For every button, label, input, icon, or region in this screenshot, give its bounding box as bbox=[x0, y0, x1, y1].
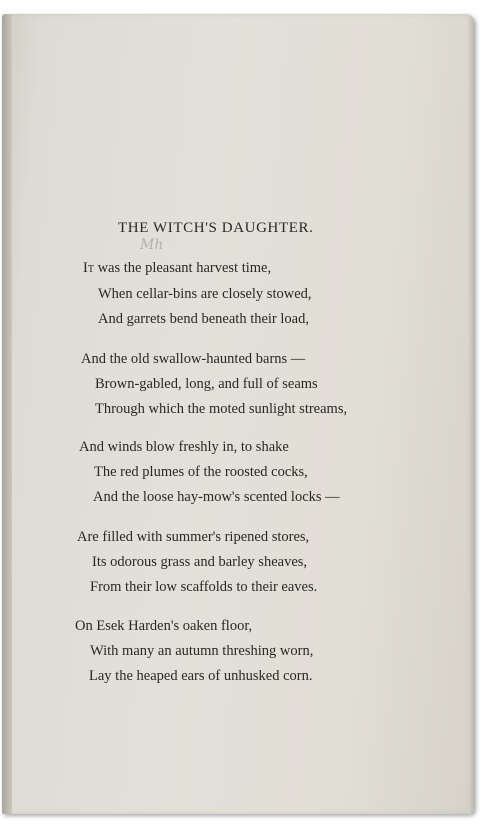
first-word-small-caps: It bbox=[83, 260, 94, 276]
poem-line: With many an autumn threshing worn, bbox=[90, 643, 314, 659]
poem-line: The red plumes of the roosted cocks, bbox=[94, 464, 308, 480]
poem-line: And the old swallow-haunted barns — bbox=[81, 351, 306, 367]
book-page bbox=[2, 14, 474, 814]
poem-line bbox=[83, 260, 271, 277]
poem-line: Its odorous grass and barley sheaves, bbox=[92, 554, 308, 570]
page-fore-edge bbox=[468, 14, 474, 814]
poem-line: Lay the heaped ears of unhusked corn. bbox=[89, 668, 313, 684]
poem-line: And winds blow freshly in, to shake bbox=[79, 439, 289, 455]
poem-title: THE WITCH'S DAUGHTER. bbox=[118, 220, 314, 236]
poem-line: From their low scaffolds to their eaves. bbox=[90, 579, 318, 595]
poem-line: Are filled with summer's ripened stores, bbox=[77, 529, 310, 545]
poem-line: And garrets bend beneath their load, bbox=[98, 311, 309, 327]
poem-line: On Esek Harden's oaken floor, bbox=[75, 618, 253, 634]
poem-line: Through which the moted sunlight streams, bbox=[95, 401, 348, 417]
page-spine-shadow bbox=[2, 14, 12, 814]
line-text: was the pleasant harvest time, bbox=[93, 260, 272, 276]
poem-line: And the loose hay-mow's scented locks — bbox=[93, 489, 340, 505]
poem-line: When cellar-bins are closely stowed, bbox=[98, 286, 312, 302]
pencil-annotation: Mh bbox=[140, 237, 164, 253]
poem-line: Brown-gabled, long, and full of seams bbox=[95, 376, 318, 392]
